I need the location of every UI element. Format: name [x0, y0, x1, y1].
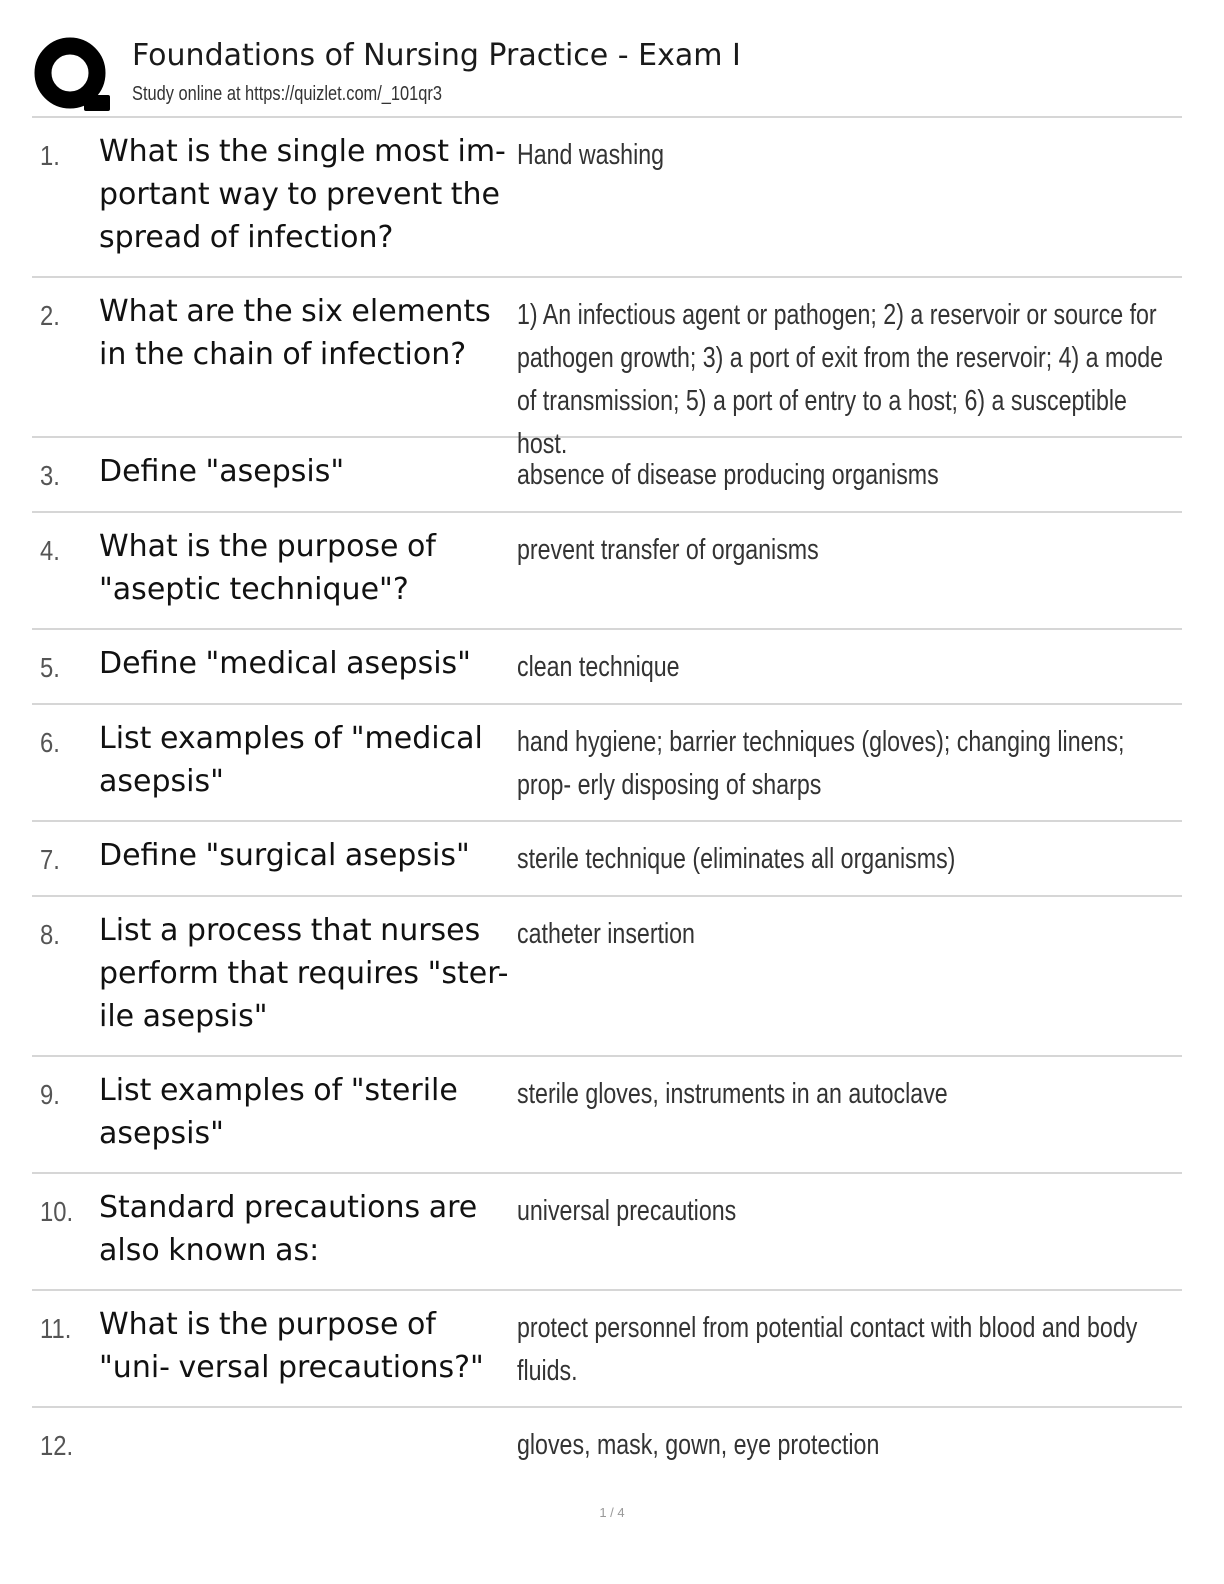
card-answer: sterile technique (eliminates all organisms) [517, 843, 956, 875]
card-number: 2. [40, 300, 60, 331]
flashcard-row [32, 705, 1182, 822]
card-answer: 1) An infectious agent or pathogen; 2) a reservoir or source for pathogen growth; 3) a port of exit from the reservoir; 4) a mode of transmission; 5) a port of entry to a host; 6) a susceptible host. [517, 299, 1164, 460]
flashcard-row [32, 1291, 1182, 1408]
flashcard-row [32, 1057, 1182, 1174]
card-answer: universal precautions [517, 1195, 737, 1227]
card-answer: hand hygiene; barrier techniques (gloves); changing linens; prop- erly disposing of sharps [517, 726, 1125, 801]
card-question: Define "asepsis" [99, 454, 345, 489]
card-answer: catheter insertion [517, 918, 695, 950]
study-online-link[interactable]: Study online at https://quizlet.com/_101qr3 [132, 83, 442, 105]
card-number: 7. [40, 844, 60, 875]
card-question: What is the purpose of "aseptic technique"? [99, 529, 436, 607]
card-answer: gloves, mask, gown, eye protection [517, 1429, 880, 1461]
flashcard-list [32, 118, 1182, 1483]
card-question: List a process that nurses perform that requires "ster- ile asepsis" [99, 913, 509, 1034]
flashcard-row [32, 897, 1182, 1057]
card-question: What is the single most im- portant way to prevent the spread of infection? [99, 134, 506, 255]
flashcard-row [32, 513, 1182, 630]
card-question: Define "medical asepsis" [99, 646, 471, 681]
card-question: List examples of "sterile asepsis" [99, 1073, 458, 1151]
card-number: 12. [40, 1430, 74, 1461]
card-answer: clean technique [517, 651, 680, 683]
card-question: What are the six elements in the chain of infection? [99, 294, 491, 372]
card-question: What is the purpose of "uni- versal precautions?" [99, 1307, 484, 1385]
flashcard-row [32, 438, 1182, 513]
flashcard-row [32, 822, 1182, 897]
flashcard-row [32, 630, 1182, 705]
card-answer: prevent transfer of organisms [517, 534, 819, 566]
card-number: 8. [40, 919, 60, 950]
flashcard-row [32, 278, 1182, 460]
card-number: 10. [40, 1196, 74, 1227]
page-header [32, 30, 1182, 116]
card-number: 9. [40, 1079, 60, 1110]
card-question: List examples of "medical asepsis" [99, 721, 483, 799]
flashcard-row [32, 1408, 1182, 1483]
card-number: 4. [40, 535, 60, 566]
flashcard-row [32, 1174, 1182, 1291]
card-answer: absence of disease producing organisms [517, 459, 939, 491]
card-number: 6. [40, 727, 60, 758]
card-question: Define "surgical asepsis" [99, 838, 470, 873]
card-number: 3. [40, 460, 60, 491]
page-number: 1 / 4 [599, 1505, 625, 1520]
card-answer: protect personnel from potential contact with blood and body fluids. [517, 1312, 1138, 1387]
card-number: 1. [40, 140, 60, 171]
card-number: 11. [40, 1313, 72, 1344]
quizlet-q-logo-icon [32, 35, 112, 115]
flashcard-row [32, 118, 1182, 278]
card-answer: sterile gloves, instruments in an autoclave [517, 1078, 948, 1110]
card-answer: Hand washing [517, 139, 665, 171]
page-title: Foundations of Nursing Practice - Exam I [132, 38, 741, 73]
card-number: 5. [40, 652, 60, 683]
card-question: Standard precautions are also known as: [99, 1190, 478, 1268]
